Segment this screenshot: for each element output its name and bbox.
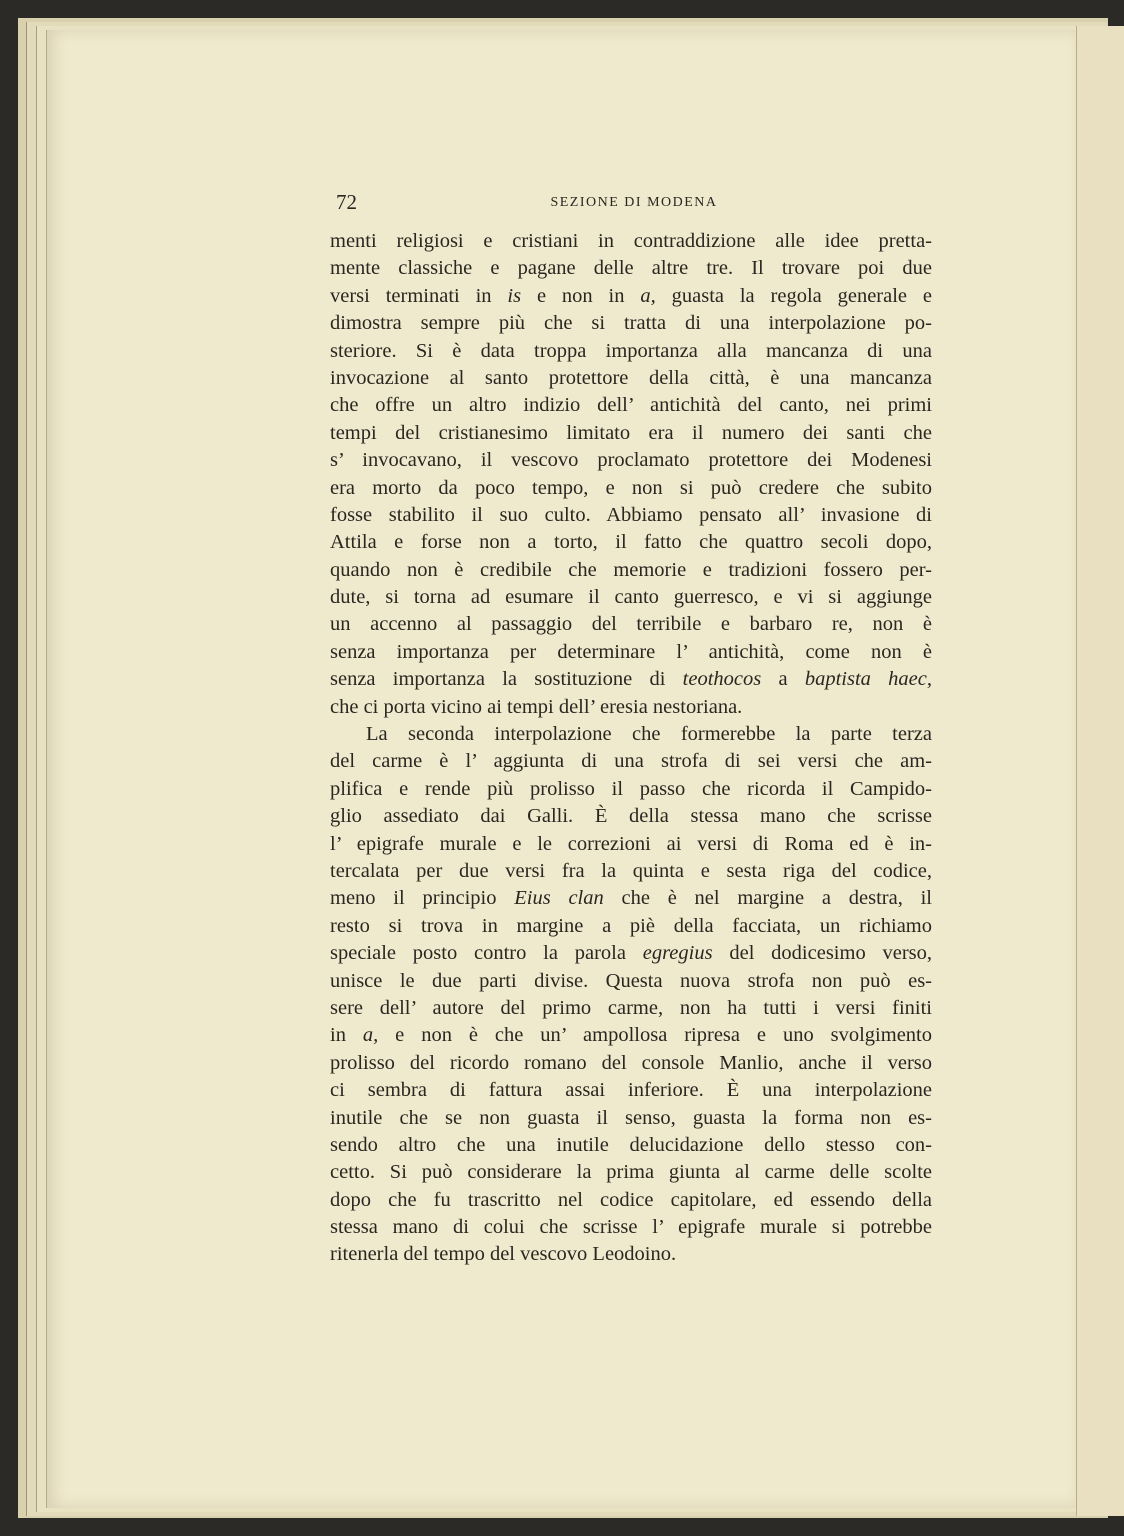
- italic-text: baptista haec,: [804, 668, 932, 691]
- text-line: [330, 392, 932, 419]
- running-title: SEZIONE DI MODENA: [550, 195, 718, 210]
- text-segment: a: [761, 668, 805, 691]
- text-segment: cetto. Si può considerare la prima giunta al carme delle scolte: [330, 1161, 932, 1184]
- text-segment: meno il principio: [330, 887, 515, 910]
- text-segment: tempi del cristianesimo limitato era il numero dei santi che: [330, 421, 932, 444]
- text-line: [330, 557, 932, 584]
- text-segment: dute, si torna ad esumare il canto guerresco, e vi si aggiunge: [330, 586, 932, 609]
- text-line: [330, 913, 932, 940]
- text-segment: che è nel margine a destra, il: [603, 887, 932, 910]
- text-line: [330, 1050, 932, 1077]
- text-segment: che offre un altro indizio dell’ antichità del canto, nei primi: [330, 394, 932, 417]
- text-segment: un accenno al passaggio del terribile e barbaro re, non è: [330, 613, 932, 636]
- text-segment: senza importanza la sostituzione di: [330, 668, 683, 691]
- text-line: [330, 365, 932, 392]
- facing-page-edge: [1076, 26, 1124, 1516]
- text-line: [330, 1214, 932, 1241]
- text-segment: dimostra sempre più che si tratta di una interpolazione po-: [330, 312, 932, 335]
- text-segment: prolisso del ricordo romano del console Manlio, anche il verso: [330, 1051, 932, 1074]
- text-line: [330, 885, 932, 912]
- text-segment: quando non è credibile che memorie e tradizioni fossero per-: [330, 558, 932, 581]
- text-line: [330, 338, 932, 365]
- italic-text: Eius clan: [514, 887, 604, 910]
- text-line: [330, 420, 932, 447]
- text-line: [330, 255, 932, 282]
- text-line: [330, 529, 932, 556]
- text-line: [330, 1022, 932, 1049]
- text-segment: e non in: [521, 284, 641, 307]
- text-line: [330, 1132, 932, 1159]
- text-line: [330, 776, 932, 803]
- text-segment: sendo altro che una inutile delucidazione dello stesso con-: [330, 1133, 932, 1156]
- text-segment: dopo che fu trascritto nel codice capitolare, ed essendo della: [330, 1188, 932, 1211]
- body-text: [330, 228, 932, 1269]
- text-segment: guasta la regola generale e: [655, 284, 932, 307]
- text-segment: e non è che un’ ampollosa ripresa e uno svolgimento: [378, 1024, 932, 1047]
- text-line: [330, 940, 932, 967]
- text-line: [330, 639, 932, 666]
- text-segment: fosse stabilito il suo culto. Abbiamo pensato all’ invasione di: [330, 503, 932, 526]
- italic-text: teothocos: [682, 668, 762, 691]
- text-line: [330, 283, 932, 310]
- text-segment: resto si trova in margine a piè della facciata, un richiamo: [330, 914, 932, 937]
- text-line: [330, 228, 932, 255]
- text-line: [330, 803, 932, 830]
- text-segment: invocazione al santo protettore della città, è una mancanza: [330, 366, 932, 389]
- text-line: [330, 968, 932, 995]
- text-segment: inutile che se non guasta il senso, guasta la forma non es-: [330, 1106, 932, 1129]
- text-line: [330, 995, 932, 1022]
- text-line: [330, 694, 932, 721]
- text-line: [330, 721, 932, 748]
- text-segment: che ci porta vicino ai tempi dell’ eresia nestoriana.: [330, 695, 743, 718]
- text-segment: steriore. Si è data troppa importanza alla mancanza di una: [330, 339, 932, 362]
- text-segment: speciale posto contro la parola: [330, 942, 643, 965]
- text-segment: stessa mano di colui che scrisse l’ epigrafe murale si potrebbe: [330, 1216, 932, 1239]
- text-segment: in: [330, 1024, 363, 1047]
- text-segment: del dodicesimo verso,: [712, 942, 932, 965]
- text-line: [330, 831, 932, 858]
- text-line: [330, 1159, 932, 1186]
- text-line: [330, 748, 932, 775]
- text-line: [330, 447, 932, 474]
- text-line: [330, 1105, 932, 1132]
- page-number: 72: [336, 190, 357, 214]
- text-segment: l’ epigrafe murale e le correzioni ai versi di Roma ed è in-: [330, 832, 932, 855]
- text-segment: Attila e forse non a torto, il fatto che quattro secoli dopo,: [330, 531, 932, 554]
- text-line: [330, 1077, 932, 1104]
- text-line: [330, 858, 932, 885]
- text-line: [330, 1241, 932, 1268]
- italic-text: egregius: [642, 942, 713, 965]
- text-segment: senza importanza per determinare l’ antichità, come non è: [330, 640, 932, 663]
- text-line: [330, 310, 932, 337]
- text-segment: plifica e rende più prolisso il passo che ricorda il Campido-: [330, 777, 932, 800]
- italic-text: a,: [362, 1024, 379, 1047]
- text-segment: versi terminati in: [330, 284, 508, 307]
- text-segment: tercalata per due versi fra la quinta e sesta riga del codice,: [330, 859, 932, 882]
- running-header: [336, 190, 932, 218]
- italic-text: is: [507, 284, 522, 307]
- text-segment: mente classiche e pagane delle altre tre. Il trovare poi due: [330, 257, 932, 280]
- text-segment: menti religiosi e cristiani in contraddizione alle idee pretta-: [330, 230, 932, 252]
- text-segment: glio assediato dai Galli. È della stessa mano che scrisse: [330, 805, 932, 828]
- text-segment: ritenerla del tempo del vescovo Leodoino.: [330, 1243, 677, 1266]
- text-segment: ci sembra di fattura assai inferiore. È una interpolazione: [330, 1079, 932, 1102]
- text-segment: s’ invocavano, il vescovo proclamato protettore dei Modenesi: [330, 449, 932, 472]
- text-segment: del carme è l’ aggiunta di una strofa di sei versi che am-: [330, 750, 932, 773]
- text-line: [330, 1187, 932, 1214]
- text-segment: unisce le due parti divise. Questa nuova strofa non può es-: [330, 969, 932, 992]
- italic-text: a,: [640, 284, 656, 307]
- text-line: [330, 502, 932, 529]
- text-segment: era morto da poco tempo, e non si può credere che subito: [330, 476, 932, 499]
- text-segment: La seconda interpolazione che formerebbe la parte terza: [366, 723, 932, 746]
- text-line: [330, 666, 932, 693]
- text-line: [330, 475, 932, 502]
- text-line: [330, 584, 932, 611]
- text-segment: sere dell’ autore del primo carme, non ha tutti i versi finiti: [330, 996, 932, 1019]
- text-line: [330, 611, 932, 638]
